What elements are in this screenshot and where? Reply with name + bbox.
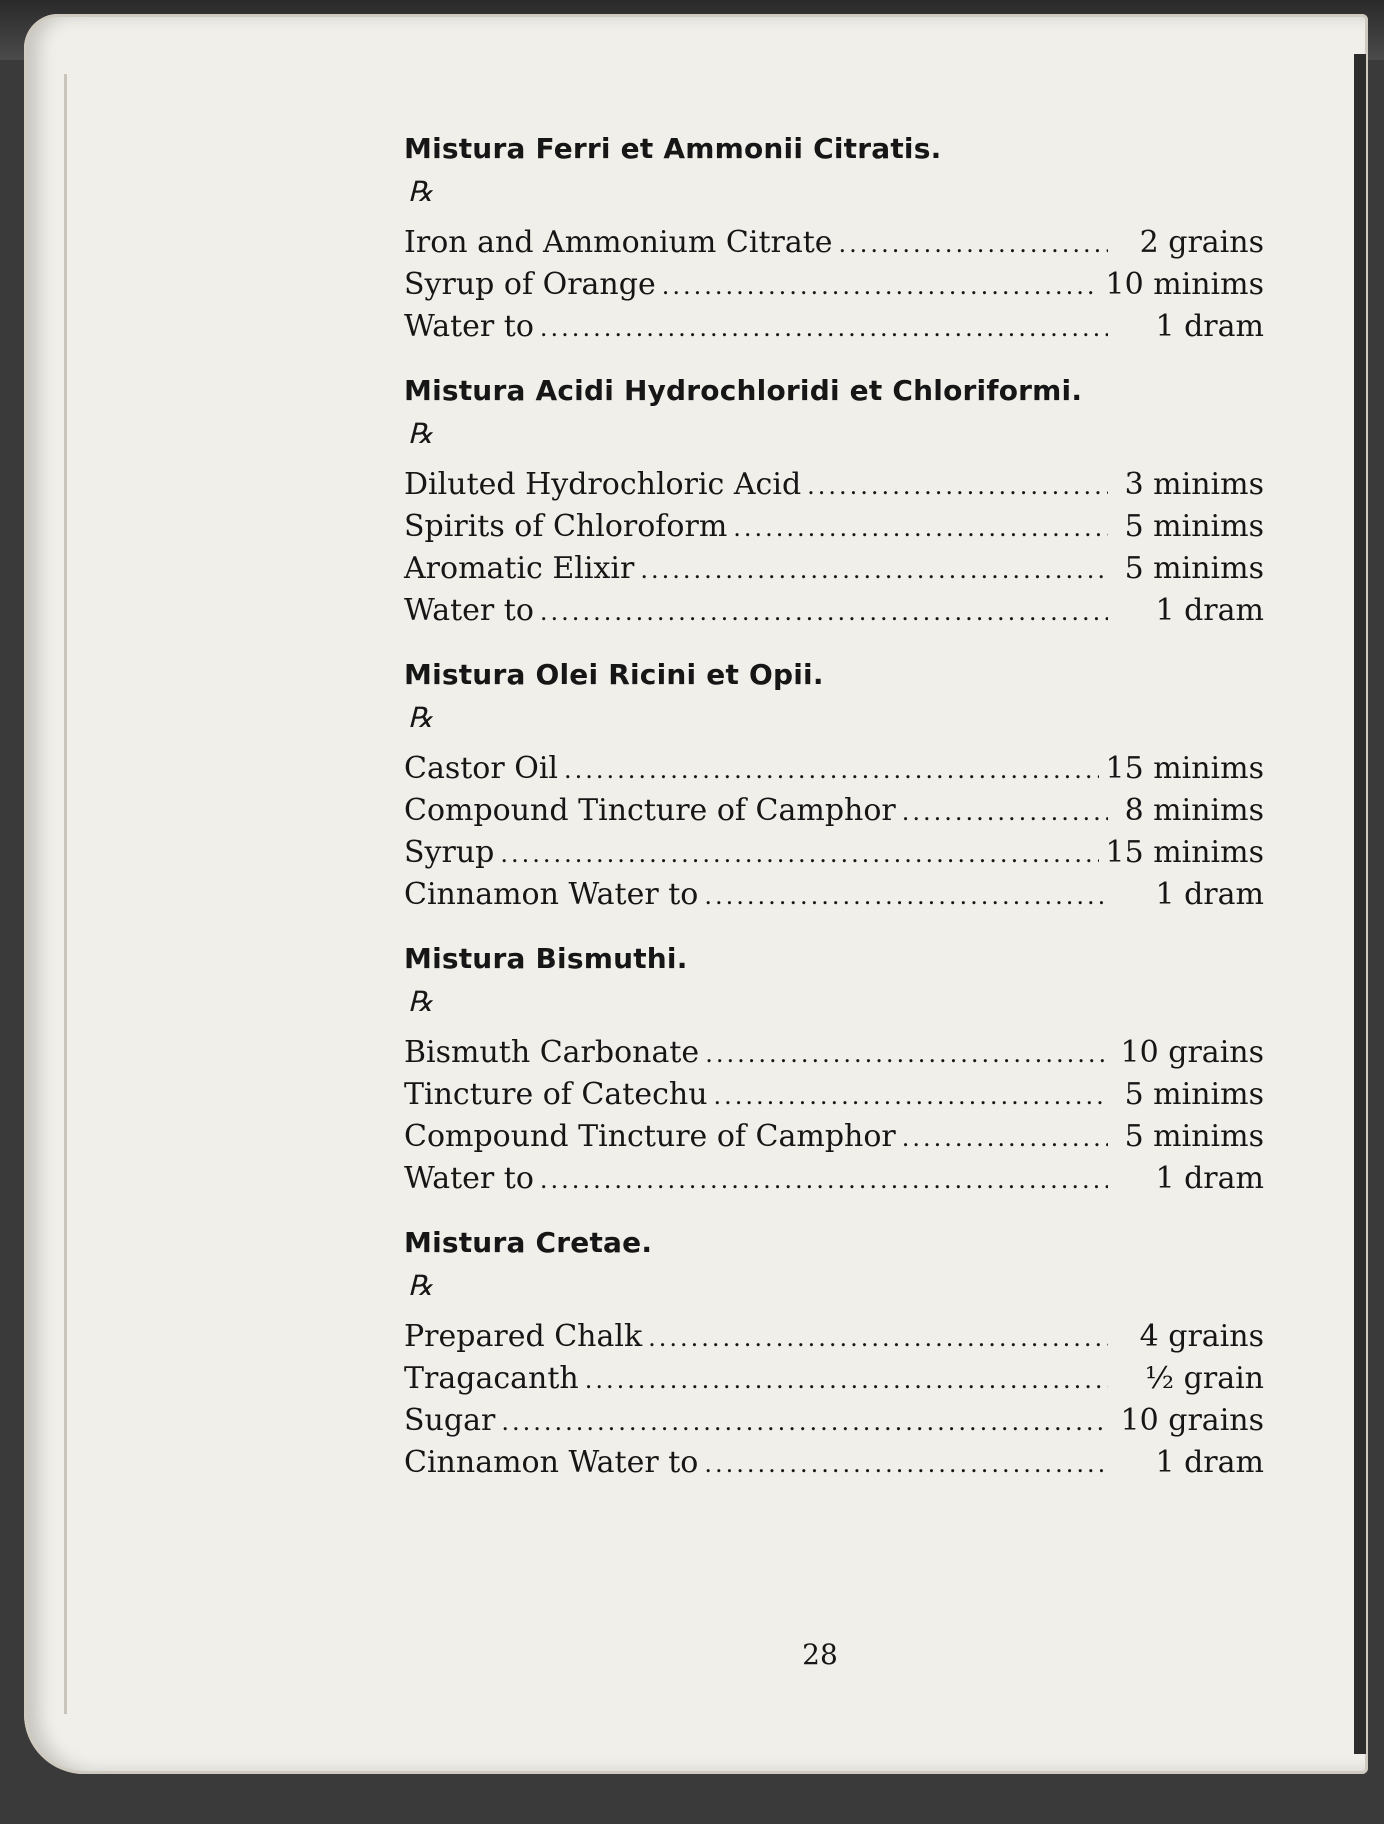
ingredient-name: Cinnamon Water to [404,1445,699,1480]
formula-section [404,942,1264,1200]
leader-dots [500,833,1099,875]
ingredient-name: Compound Tincture of Camphor [404,793,896,828]
ingredient-name: Syrup of Orange [404,267,656,302]
ingredient-row [404,790,1264,832]
ingredient-name: Water to [404,309,534,344]
formula-title: Mistura Olei Ricini et Opii. [404,658,824,691]
recipe-symbol: ℞ [408,985,434,1018]
leader-dots [640,549,1108,591]
ingredient-name: Aromatic Elixir [404,551,635,586]
ingredient-row [404,1032,1264,1074]
ingredient-row [404,748,1264,790]
formula-section [404,1226,1264,1484]
ingredient-quantity: 10 grains [1120,1035,1264,1070]
ingredient-name: Prepared Chalk [404,1319,643,1354]
ingredient-name: Compound Tincture of Camphor [404,1119,896,1154]
leader-dots [839,223,1108,265]
ingredient-quantity: ½ grain [1145,1361,1264,1396]
recipe-symbol: ℞ [408,1269,434,1302]
ingredient-quantity: 15 minims [1105,835,1264,870]
ingredient-row [404,306,1264,348]
leader-dots [540,1159,1108,1201]
ingredient-row [404,1358,1264,1400]
leader-dots [902,791,1108,833]
ingredient-row [404,1158,1264,1200]
ingredient-row [404,1074,1264,1116]
leader-dots [807,465,1108,507]
leader-dots [540,307,1108,349]
formula-title: Mistura Cretae. [404,1226,653,1259]
ingredient-quantity: 5 minims [1124,1077,1264,1112]
ingredient-quantity: 10 grains [1120,1403,1264,1438]
leader-dots [704,1443,1108,1485]
ingredient-row [404,590,1264,632]
ingredient-row [404,874,1264,916]
ingredient-quantity: 10 minims [1105,267,1264,302]
ingredient-quantity: 8 minims [1124,793,1264,828]
leader-dots [733,507,1108,549]
leader-dots [564,749,1099,791]
formula-section [404,132,1264,348]
ingredient-name: Tincture of Catechu [404,1077,708,1112]
ingredient-name: Cinnamon Water to [404,877,699,912]
ingredient-row [404,222,1264,264]
ingredient-name: Tragacanth [404,1361,579,1396]
leader-dots [585,1359,1108,1401]
ingredient-quantity: 2 grains [1139,225,1264,260]
formula-title: Mistura Ferri et Ammonii Citratis. [404,132,942,165]
ingredient-quantity: 1 dram [1155,309,1264,344]
ingredient-quantity: 4 grains [1139,1319,1264,1354]
page-right-edge [1354,54,1366,1754]
ingredient-name: Diluted Hydrochloric Acid [404,467,802,502]
formula-section [404,374,1264,632]
ingredient-row [404,832,1264,874]
ingredient-quantity: 1 dram [1155,593,1264,628]
leader-dots [704,875,1108,917]
ingredient-row [404,548,1264,590]
ingredient-quantity: 5 minims [1124,509,1264,544]
leader-dots [501,1401,1108,1443]
ingredient-name: Castor Oil [404,751,559,786]
ingredient-row [404,1400,1264,1442]
ingredient-name: Sugar [404,1403,496,1438]
leader-dots [714,1075,1108,1117]
recipe-symbol: ℞ [408,701,434,734]
formula-title: Mistura Bismuthi. [404,942,688,975]
recipe-symbol: ℞ [408,417,434,450]
formula-title: Mistura Acidi Hydrochloridi et Chloriformi. [404,374,1083,407]
ingredient-name: Syrup [404,835,495,870]
leader-dots [648,1317,1108,1359]
ingredient-quantity: 5 minims [1124,1119,1264,1154]
recipe-symbol: ℞ [408,175,434,208]
ingredient-quantity: 1 dram [1155,1161,1264,1196]
ingredient-name: Bismuth Carbonate [404,1035,700,1070]
ingredient-quantity: 3 minims [1124,467,1264,502]
ingredient-name: Iron and Ammonium Citrate [404,225,833,260]
ingredient-row [404,1116,1264,1158]
ingredient-row [404,1442,1264,1484]
ingredient-quantity: 5 minims [1124,551,1264,586]
leader-dots [662,265,1100,307]
ingredient-row [404,1316,1264,1358]
ingredient-quantity: 1 dram [1155,1445,1264,1480]
ingredient-name: Spirits of Chloroform [404,509,728,544]
formula-list [404,132,1264,1510]
ingredient-row [404,464,1264,506]
leader-dots [902,1117,1108,1159]
leader-dots [540,591,1108,633]
ingredient-quantity: 15 minims [1105,751,1264,786]
ingredient-name: Water to [404,1161,534,1196]
ingredient-name: Water to [404,593,534,628]
formula-section [404,658,1264,916]
page-number: 28 [802,1638,838,1671]
ingredient-row [404,506,1264,548]
ingredient-quantity: 1 dram [1155,877,1264,912]
page-edge-shadow [64,74,67,1714]
leader-dots [705,1033,1108,1075]
ingredient-row [404,264,1264,306]
